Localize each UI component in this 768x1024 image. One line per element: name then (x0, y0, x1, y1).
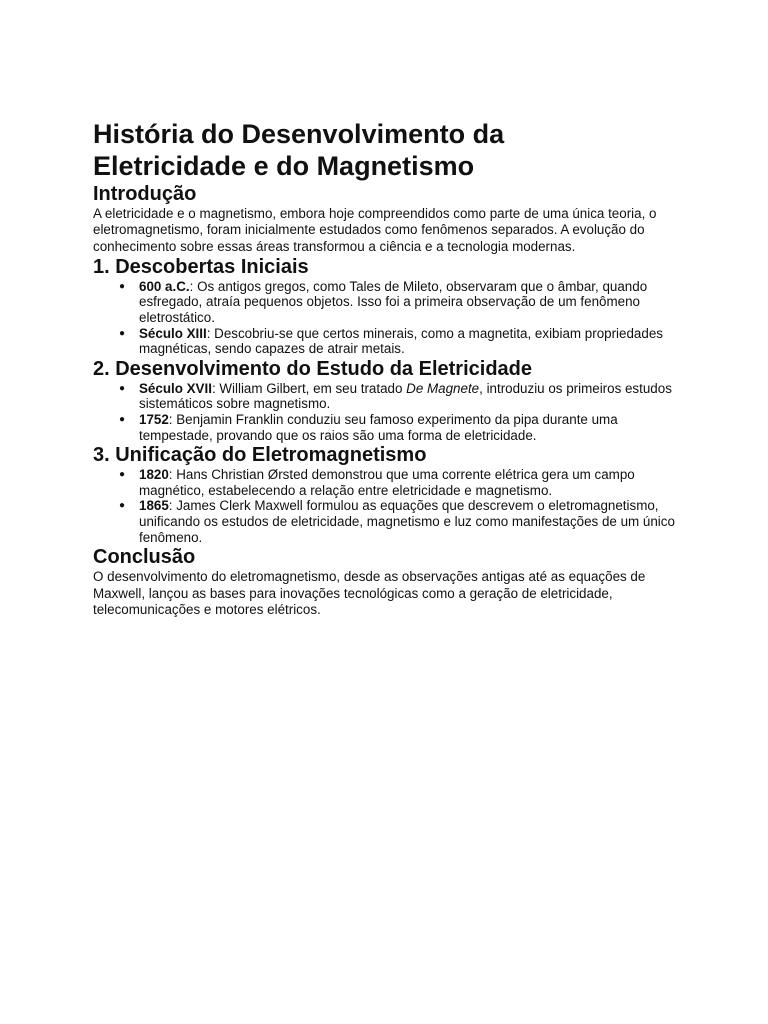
list-item (119, 467, 675, 498)
list-item (119, 412, 675, 443)
list-item (119, 498, 675, 545)
list-item (119, 325, 675, 357)
item-text: : Hans Christian Ørsted demonstrou que uma corrente elétrica gera um campo magnético, estabelecendo a relação entre eletricidade e magnetismo. (139, 467, 635, 498)
bullet-icon: ● (119, 414, 126, 426)
section1-list (93, 279, 675, 357)
bullet-icon: ● (119, 280, 126, 292)
bullet-icon: ● (119, 500, 126, 512)
section2-list (93, 381, 675, 443)
item-text: , introduziu os primeiros estudos sistemáticos sobre magnetismo. (139, 380, 672, 412)
item-text: : Descobriu-se que certos minerais, como a magnetita, exibiam propriedades magnéticas, sendo capazes de atrair metais. (139, 325, 663, 357)
item-label: Século XVII (139, 380, 212, 396)
bullet-icon: ● (119, 382, 126, 394)
bullet-icon: ● (119, 327, 126, 339)
section3-heading: 3. Unificação do Eletromagnetismo (93, 444, 427, 467)
document-title: História do Desenvolvimento da Eletricidade e do Magnetismo (93, 119, 505, 181)
item-label: 1865 (139, 498, 169, 514)
list-item (119, 278, 675, 326)
item-text: : Os antigos gregos, como Tales de Mileto, observaram que o âmbar, quando esfregado, atraía pequenos objetos. Isso foi a primeira observação de um fenômeno eletrostático. (139, 278, 648, 326)
item-text: : James Clerk Maxwell formulou as equações que descrevem o eletromagnetismo, unificando os estudos de eletricidade, magnetismo e luz como manifestações de um único fenômeno. (139, 498, 675, 545)
item-label: 1752 (139, 412, 169, 428)
section3-list (93, 467, 675, 545)
intro-paragraph: A eletricidade e o magnetismo, embora hoje compreendidos como parte de uma única teoria, o eletromagnetismo, foram inicialmente estudados como fenômenos separados. A evolução do conhecimento sobre essas áreas transformou a ciência e a tecnologia modernas. (93, 206, 657, 254)
item-label: Século XIII (139, 325, 207, 341)
conclusion-paragraph: O desenvolvimento do eletromagnetismo, desde as observações antigas até as equações de Maxwell, lançou as bases para inovações tecnológicas como a geração de eletricidade, telecomunicações e motores elétricos. (93, 569, 646, 617)
list-item (119, 380, 675, 412)
item-label: 1820 (139, 467, 169, 483)
bullet-icon: ● (119, 469, 126, 481)
item-text: : Benjamin Franklin conduziu seu famoso experimento da pipa durante uma tempestade, provando que os raios são uma forma de eletricidade. (139, 412, 618, 443)
item-text: : William Gilbert, em seu tratado (211, 380, 407, 396)
item-label: 600 a.C. (139, 278, 190, 294)
intro-heading: Introdução (93, 183, 197, 205)
section1-heading: 1. Descobertas Iniciais (93, 255, 309, 278)
section2-heading: 2. Desenvolvimento do Estudo da Eletricidade (93, 357, 532, 380)
conclusion-heading: Conclusão (93, 546, 196, 569)
book-title: De Magnete (406, 380, 480, 396)
